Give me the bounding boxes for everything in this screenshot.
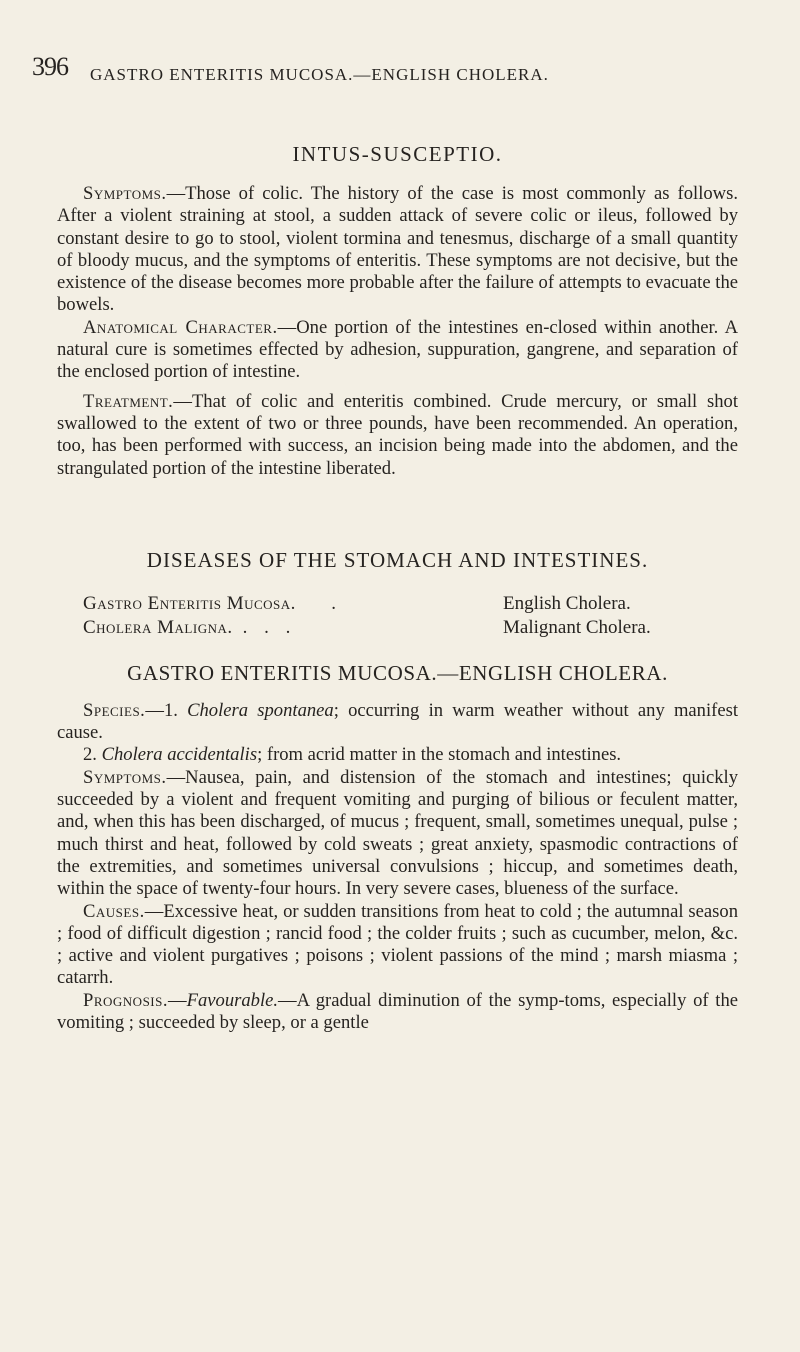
paragraph-species-2 <box>57 744 738 766</box>
text-anatomical-character: —One portion of the intestines en-closed within another. A natural cure is sometimes effected by adhesion, suppuration, gangrene, and separation of the enclosed portion of intestine. <box>57 316 738 383</box>
text-symptoms-cholera: —Nausea, pain, and distension of the stomach and intestines; quickly succeeded by a violent and frequent vomiting and purging of bilious or feculent matter, and, when this has been discharged, of mucus ; frequent, small, sometimes unequal, pulse ; much thirst and heat, followed by cold sweats ; great anxiety, spasmodic contractions of the extremities, and sometimes universal convulsions ; hiccup, and sometimes death, within the space of twenty-four hours. In very severe cases, blueness of the surface. <box>57 766 738 900</box>
paragraph-causes <box>57 901 738 990</box>
paragraph-symptoms-cholera <box>57 767 738 901</box>
page-number: 396 <box>32 52 68 81</box>
label-causes: Causes. <box>83 900 145 922</box>
paragraph-species <box>57 700 738 745</box>
label-prognosis: Prognosis. <box>83 989 169 1011</box>
paragraph-anatomical-character <box>57 317 738 384</box>
label-symptoms-cholera: Symptoms. <box>83 766 167 788</box>
index-entry-name: Cholera Maligna. . . . <box>83 616 297 638</box>
text-treatment: —That of colic and enteritis combined. Crude mercury, or small shot swallowed to the extent of two or three pounds, have been recommended. An operation, too, has been performed with success, an incision being made into the abdomen, and the strangulated portion of the intestine liberated. <box>57 390 738 479</box>
text-prognosis: —A gradual diminution of the symp-toms, especially of the vomiting ; succeeded by sleep, or a gentle <box>57 989 738 1034</box>
section-title-intus-susceptio: INTUS-SUSCEPTIO. <box>292 142 503 166</box>
paragraph-symptoms <box>57 183 738 317</box>
index-dots: . <box>331 592 336 614</box>
text-symptoms: —Those of colic. The history of the case is most commonly as follows. After a violent straining at stool, a sudden attack of severe colic or ileus, followed by constant desire to go to stool, violent tormina and tenesmus, discharge of a small quantity of bloody mucus, and the symptoms of enteritis. These symptoms are not decisive, but the existence of the disease becomes more probable after the failure of attempts to evacuate the bowels. <box>57 183 738 316</box>
section-title-diseases: DISEASES OF THE STOMACH AND INTESTINES. <box>146 547 649 572</box>
prognosis-dash: — <box>168 989 187 1011</box>
page-content <box>57 142 738 1034</box>
text-causes: —Excessive heat, or sudden transitions from heat to cold ; the autumnal season ; food of difficult digestion ; rancid food ; the colder fruits ; such as cucumber, melon, &c. ; active and violent purgatives ; poisons ; violent passions of the mind ; marsh miasma ; catarrh. <box>57 900 738 989</box>
species-name-2: Cholera accidentalis <box>101 744 258 766</box>
label-anatomical-character: Anatomical Character. <box>83 316 278 338</box>
index-entry-english: English Cholera. <box>503 592 631 614</box>
species-number-2: 2. <box>83 744 97 766</box>
running-title: GASTRO ENTERITIS MUCOSA.—ENGLISH CHOLERA. <box>90 65 549 84</box>
prognosis-term: Favourable. <box>186 989 279 1011</box>
running-head <box>32 52 740 92</box>
species-text-1: ; occurring in warm weather without any manifest cause. <box>57 699 738 744</box>
label-symptoms: Symptoms. <box>83 183 167 204</box>
label-species: Species. <box>83 699 146 721</box>
species-number-1: —1. <box>145 699 178 721</box>
paragraph-treatment <box>57 391 738 480</box>
label-treatment: Treatment. <box>83 390 174 412</box>
species-name-1: Cholera spontanea <box>187 699 334 721</box>
index-dots: . . . <box>242 616 297 638</box>
section-title-gastro-enteritis: GASTRO ENTERITIS MUCOSA.—ENGLISH CHOLERA. <box>127 660 668 685</box>
index-entry-english: Malignant Cholera. <box>503 616 651 638</box>
disease-index <box>57 593 738 639</box>
paragraph-prognosis <box>57 990 738 1035</box>
species-text-2: ; from acrid matter in the stomach and intestines. <box>257 744 622 766</box>
index-entry-name: Gastro Enteritis Mucosa. . <box>83 592 336 614</box>
